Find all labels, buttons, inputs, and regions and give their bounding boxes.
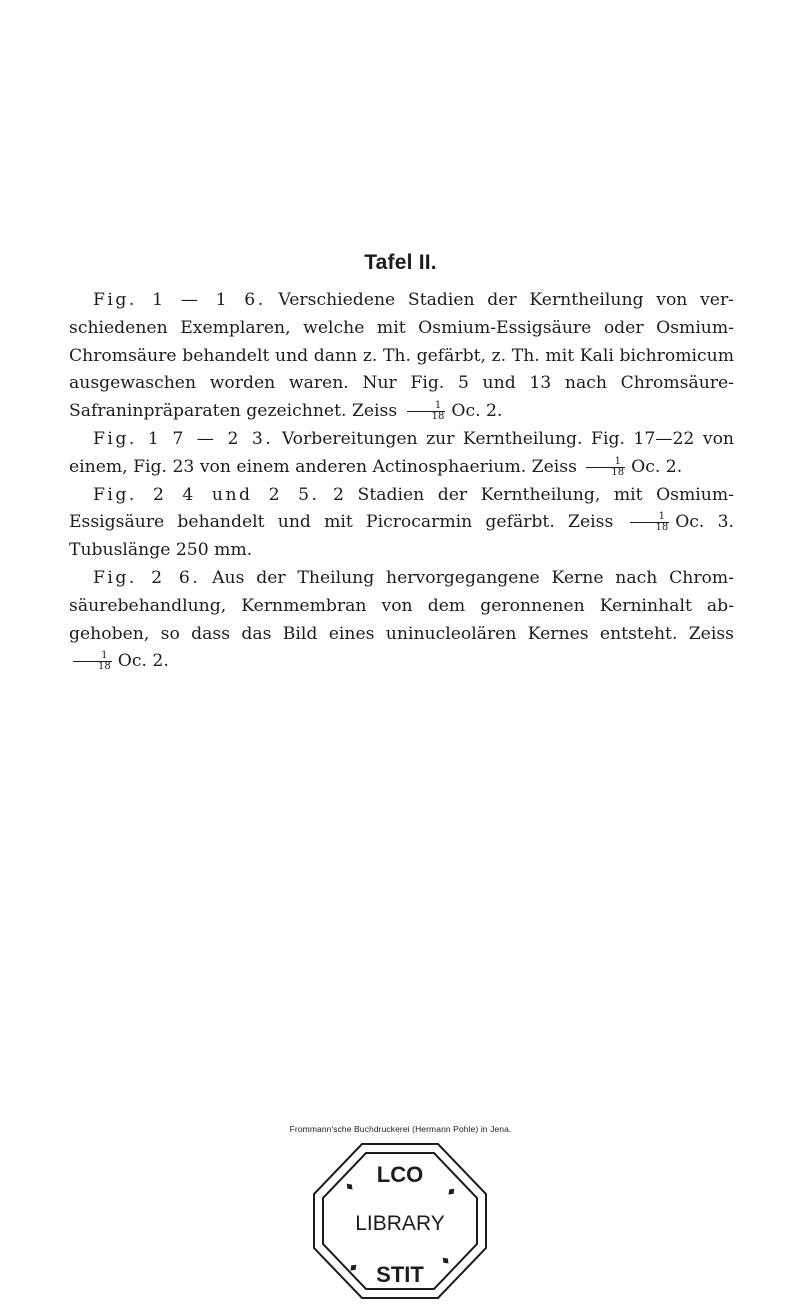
stamp-top-text: LCO <box>376 1162 424 1187</box>
caption-text: Verschiedene Stadien der Kerntheilung von verschiedenen Exemplaren, welche mit Osmium-Essigsäure oder Osmium-Chromsäure behandelt und dann z. Th. gefärbt, z. Th. mit Kali bichromicum ausgewaschen worden waren. Nur Fig. 5 und 13 nach Chromsäure-Safraninpräparaten gezeichnet. Zeiss <box>69 290 734 422</box>
figure-label: Fig. 1 — 1 6. <box>93 290 266 310</box>
fraction-numerator: 1 <box>586 457 625 468</box>
caption-paragraph <box>69 426 734 482</box>
caption-paragraph <box>69 482 734 565</box>
caption-text: Oc. 2. <box>451 401 503 422</box>
stamp-mark-icon: ♦ <box>436 1251 454 1269</box>
printer-imprint: Frommann'sche Buchdruckerei (Hermann Pohle) in Jena. <box>289 1124 512 1134</box>
caption-paragraph <box>69 287 734 426</box>
fraction-denominator: 18 <box>431 411 445 423</box>
caption-text: Oc. 2. <box>631 456 683 477</box>
caption-text: 2 Stadien der Kerntheilung, mit Osmium-Essigsäure behandelt und mit Picrocarmin gefärbt. Zeiss <box>69 484 734 533</box>
stamp-mark-icon: ♦ <box>345 1258 363 1276</box>
magnification-fraction <box>407 401 446 422</box>
stamp-bottom-text: STIT <box>376 1262 424 1287</box>
caption-text: Aus der Theilung hervorgegangene Kerne nach Chromsäurebehandlung, Kernmembran von dem geronnenen Kerninhalt abgehoben, so dass das Bild eines uninucleolären Kernes entsteht. Zeiss <box>69 567 735 644</box>
library-stamp <box>310 1140 490 1302</box>
magnification-fraction <box>630 512 669 533</box>
caption-text: Vorbereitungen zur Kerntheilung. Fig. 17—22 von einem, Fig. 23 von einem anderen Actinosphaerium. Zeiss <box>69 428 734 477</box>
plate-title: Tafel II. <box>364 251 437 274</box>
figure-label: Fig. 1 7 — 2 3. <box>93 428 274 449</box>
stamp-mark-icon: ♦ <box>443 1182 461 1200</box>
fraction-denominator: 18 <box>611 466 625 478</box>
fraction-numerator: 1 <box>407 401 446 412</box>
figure-label: Fig. 2 6. <box>93 567 201 588</box>
caption-text: Oc. 3. Tubuslänge 250 mm. <box>69 512 735 561</box>
stamp-center-text: LIBRARY <box>355 1212 445 1235</box>
fraction-numerator: 1 <box>630 512 669 523</box>
stamp-mark-icon: ♦ <box>340 1177 358 1195</box>
figure-label: Fig. 2 4 und 2 5. <box>93 484 320 505</box>
caption-paragraph <box>69 565 734 676</box>
figure-captions <box>69 287 734 676</box>
caption-text: Oc. 2. <box>117 651 169 672</box>
fraction-numerator: 1 <box>73 651 112 662</box>
magnification-fraction <box>586 457 625 478</box>
magnification-fraction <box>73 651 112 672</box>
fraction-denominator: 18 <box>655 522 669 534</box>
fraction-denominator: 18 <box>98 661 111 673</box>
